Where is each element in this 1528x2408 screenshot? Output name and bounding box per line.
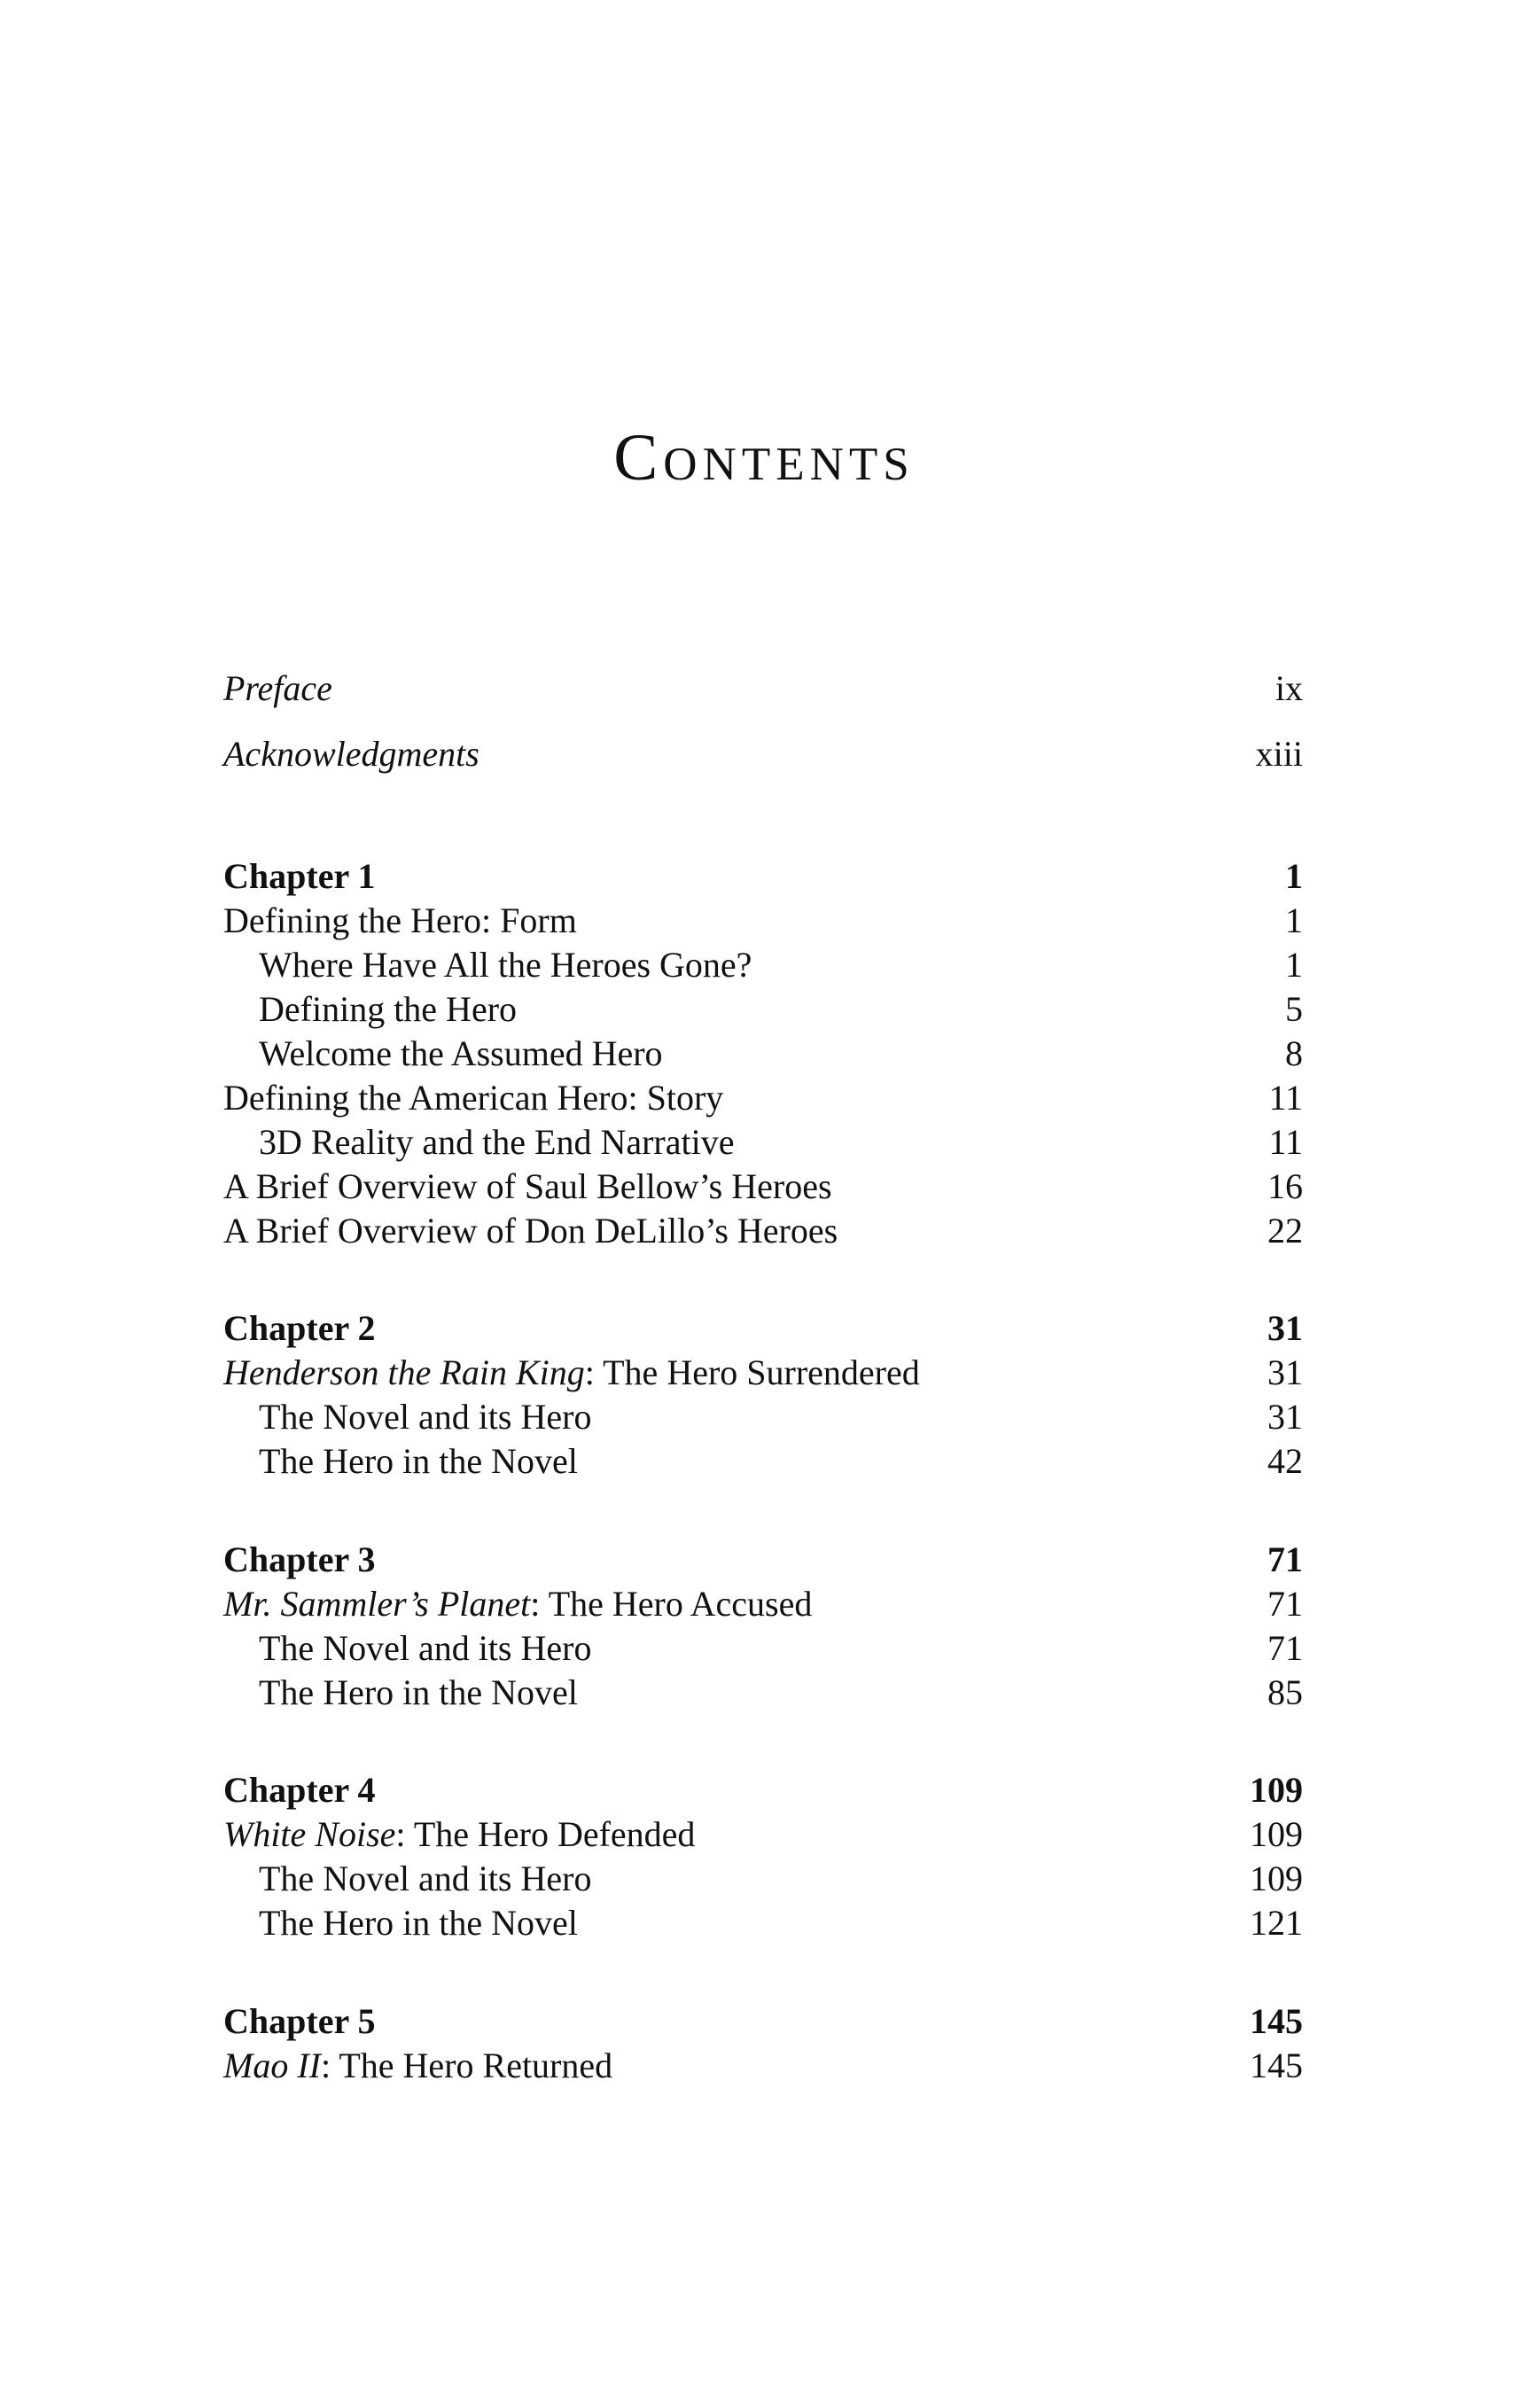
toc-chapter-5 (223, 1999, 1303, 2044)
entry-title: The Novel and its Hero (259, 1397, 592, 1437)
chapter-label: Chapter 3 (223, 1539, 376, 1579)
toc-subentry (223, 1120, 1303, 1165)
entry-page: 31 (1267, 1397, 1303, 1437)
entry-title: The Hero in the Novel (259, 1441, 578, 1481)
toc-entry (223, 1209, 1303, 1253)
entry-page: 31 (1267, 1352, 1303, 1392)
entry-page: 71 (1267, 1584, 1303, 1624)
entry-title: A Brief Overview of Don DeLillo’s Heroes (223, 1211, 838, 1251)
chapter-page: 109 (1250, 1770, 1303, 1810)
entry-page: xiii (1255, 734, 1303, 774)
entry-subtitle: : The Hero Returned (320, 2046, 613, 2085)
toc-subentry (223, 1671, 1303, 1715)
toc-entry (223, 1076, 1303, 1120)
entry-title: Where Have All the Heroes Gone? (259, 945, 752, 985)
entry-title: Defining the Hero (259, 989, 518, 1029)
entry-title: The Novel and its Hero (259, 1628, 592, 1668)
book-title: White Noise (223, 1814, 396, 1854)
entry-title: A Brief Overview of Saul Bellow’s Heroes (223, 1166, 832, 1206)
chapter-page: 1 (1285, 856, 1303, 896)
toc-subentry (223, 1626, 1303, 1671)
entry-page: 11 (1268, 1078, 1303, 1118)
entry-subtitle: : The Hero Defended (395, 1814, 696, 1854)
toc-entry (223, 1165, 1303, 1209)
entry-title: The Novel and its Hero (259, 1859, 592, 1898)
entry-page: 109 (1250, 1814, 1303, 1854)
entry-title (223, 1812, 695, 1857)
chapter-label: Chapter 4 (223, 1770, 376, 1810)
toc-chapter-2 (223, 1306, 1303, 1351)
entry-page: 85 (1267, 1672, 1303, 1712)
book-title: Mr. Sammler’s Planet (223, 1584, 531, 1624)
entry-title: Defining the Hero: Form (223, 900, 577, 940)
entry-title: Preface (223, 668, 332, 708)
toc-entry-acknowledgments (223, 732, 1303, 776)
entry-page: ix (1275, 668, 1303, 708)
chapter-page: 71 (1267, 1539, 1303, 1579)
chapter-label: Chapter 1 (223, 856, 376, 896)
entry-page: 8 (1285, 1033, 1303, 1073)
entry-title (223, 1582, 812, 1626)
entry-page: 109 (1250, 1859, 1303, 1898)
entry-subtitle: : The Hero Surrendered (584, 1352, 920, 1392)
entry-page: 145 (1250, 2046, 1303, 2085)
chapter-page: 145 (1250, 2001, 1303, 2041)
book-title: Mao II (223, 2046, 321, 2085)
toc-entry-preface (223, 666, 1303, 711)
toc-entry (223, 2044, 1303, 2088)
toc-subentry (223, 1395, 1303, 1439)
entry-title: Defining the American Hero: Story (223, 1078, 724, 1118)
entry-title: The Hero in the Novel (259, 1672, 578, 1712)
toc-subentry (223, 943, 1303, 987)
entry-page: 16 (1267, 1166, 1303, 1206)
toc-chapter-1 (223, 854, 1303, 899)
entry-page: 121 (1250, 1903, 1303, 1943)
entry-title: The Hero in the Novel (259, 1903, 578, 1943)
entry-title: 3D Reality and the End Narrative (259, 1122, 735, 1162)
entry-title (223, 2044, 612, 2088)
toc-subentry (223, 1901, 1303, 1945)
entry-title: Welcome the Assumed Hero (259, 1033, 663, 1073)
entry-page: 71 (1267, 1628, 1303, 1668)
toc-subentry (223, 987, 1303, 1032)
toc-chapter-4 (223, 1768, 1303, 1812)
chapter-label: Chapter 2 (223, 1308, 376, 1348)
entry-title (223, 1351, 920, 1395)
toc-entry (223, 1812, 1303, 1857)
toc-entry (223, 899, 1303, 943)
entry-page: 22 (1267, 1211, 1303, 1251)
book-title: Henderson the Rain King (223, 1352, 585, 1392)
entry-page: 1 (1285, 900, 1303, 940)
chapter-page: 31 (1267, 1308, 1303, 1348)
entry-page: 42 (1267, 1441, 1303, 1481)
toc-entry (223, 1582, 1303, 1626)
entry-title: Acknowledgments (223, 734, 479, 774)
entry-subtitle: : The Hero Accused (530, 1584, 813, 1624)
chapter-label: Chapter 5 (223, 2001, 376, 2041)
toc-subentry (223, 1439, 1303, 1484)
entry-page: 5 (1285, 989, 1303, 1029)
toc-subentry (223, 1032, 1303, 1076)
toc-subentry (223, 1857, 1303, 1901)
entry-page: 11 (1268, 1122, 1303, 1162)
entry-page: 1 (1285, 945, 1303, 985)
toc-chapter-3 (223, 1538, 1303, 1582)
toc-entry (223, 1351, 1303, 1395)
page-title: Contents (613, 421, 915, 495)
